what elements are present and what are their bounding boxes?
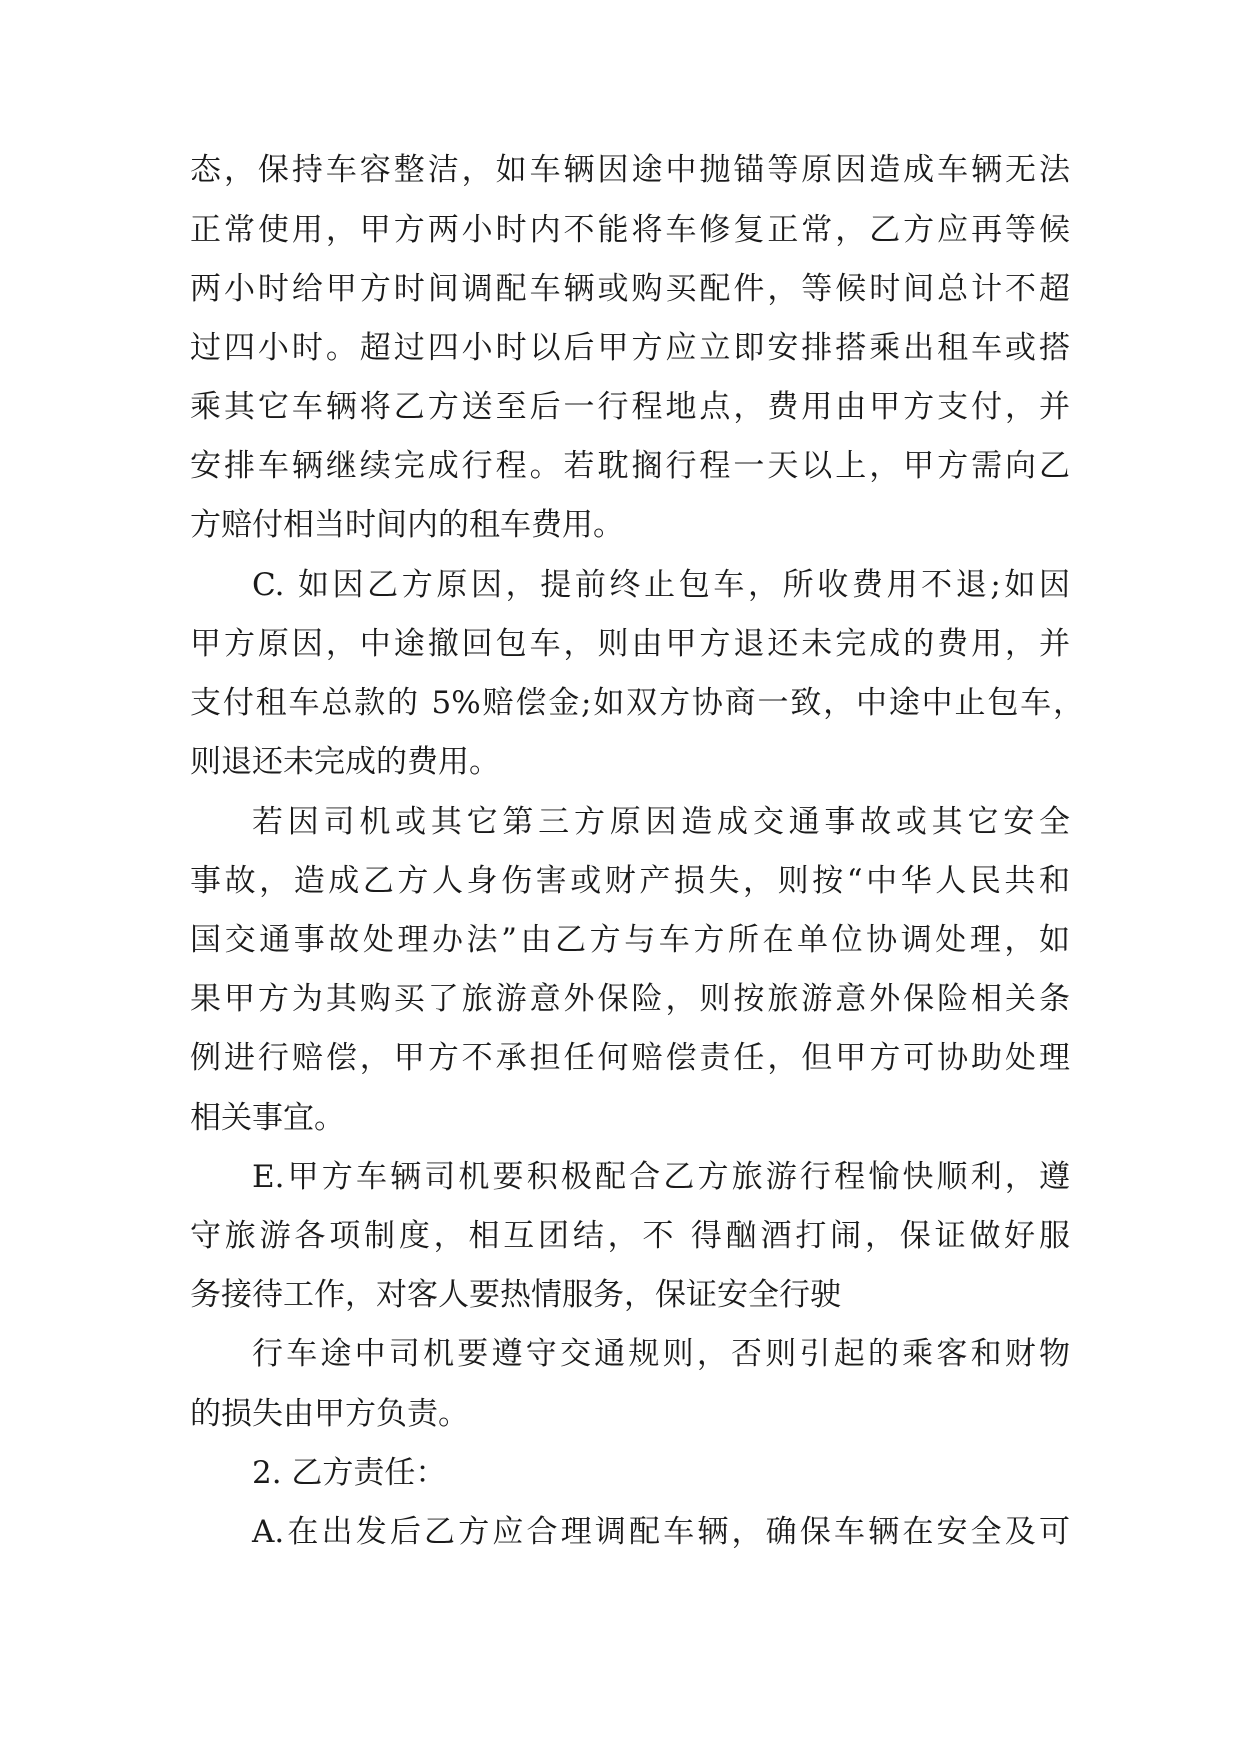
text-line: C. 如因乙方原因，提前终止包车，所收费用不退;如因 (252, 567, 1070, 603)
text-line: 果甲方为其购买了旅游意外保险，则按旅游意外保险相关条 (190, 981, 1070, 1017)
text-line: 守旅游各项制度，相互团结，不 得酗酒打闹，保证做好服 (190, 1218, 1070, 1254)
text-line: 事故，造成乙方人身伤害或财产损失，则按“中华人民共和 (190, 863, 1070, 899)
text-line: 相关事宜。 (190, 1100, 345, 1136)
text-line: 正常使用，甲方两小时内不能将车修复正常，乙方应再等候 (190, 212, 1070, 248)
text-line: 两小时给甲方时间调配车辆或购买配件，等候时间总计不超 (190, 271, 1070, 307)
text-line: 行车途中司机要遵守交通规则，否则引起的乘客和财物 (252, 1336, 1070, 1372)
text-line: 过四小时。超过四小时以后甲方应立即安排搭乘出租车或搭 (190, 330, 1070, 366)
text-line: 则退还未完成的费用。 (190, 744, 500, 780)
text-line: A.在出发后乙方应合理调配车辆，确保车辆在安全及可 (252, 1514, 1070, 1550)
text-line: 乘其它车辆将乙方送至后一行程地点，费用由甲方支付，并 (190, 389, 1070, 425)
text-line: 甲方原因，中途撤回包车，则由甲方退还未完成的费用，并 (190, 626, 1070, 662)
text-line: 若因司机或其它第三方原因造成交通事故或其它安全 (252, 804, 1070, 840)
text-line: 安排车辆继续完成行程。若耽搁行程一天以上，甲方需向乙 (190, 448, 1070, 484)
text-line: 支付租车总款的 5%赔偿金;如双方协商一致，中途中止包车， (190, 685, 1084, 721)
text-line: 例进行赔偿，甲方不承担任何赔偿责任，但甲方可协助处理 (190, 1040, 1070, 1076)
section-heading: 2. 乙方责任： (252, 1455, 447, 1491)
text-line: 国交通事故处理办法”由乙方与车方所在单位协调处理，如 (190, 922, 1070, 958)
text-line: 方赔付相当时间内的租车费用。 (190, 507, 624, 543)
text-line: 的损失由甲方负责。 (190, 1396, 469, 1432)
text-line: 态，保持车容整洁，如车辆因途中抛锚等原因造成车辆无法 (190, 152, 1070, 188)
text-line: E.甲方车辆司机要积极配合乙方旅游行程愉快顺利，遵 (252, 1159, 1070, 1195)
text-line: 务接待工作，对客人要热情服务，保证安全行驶 (190, 1277, 841, 1313)
